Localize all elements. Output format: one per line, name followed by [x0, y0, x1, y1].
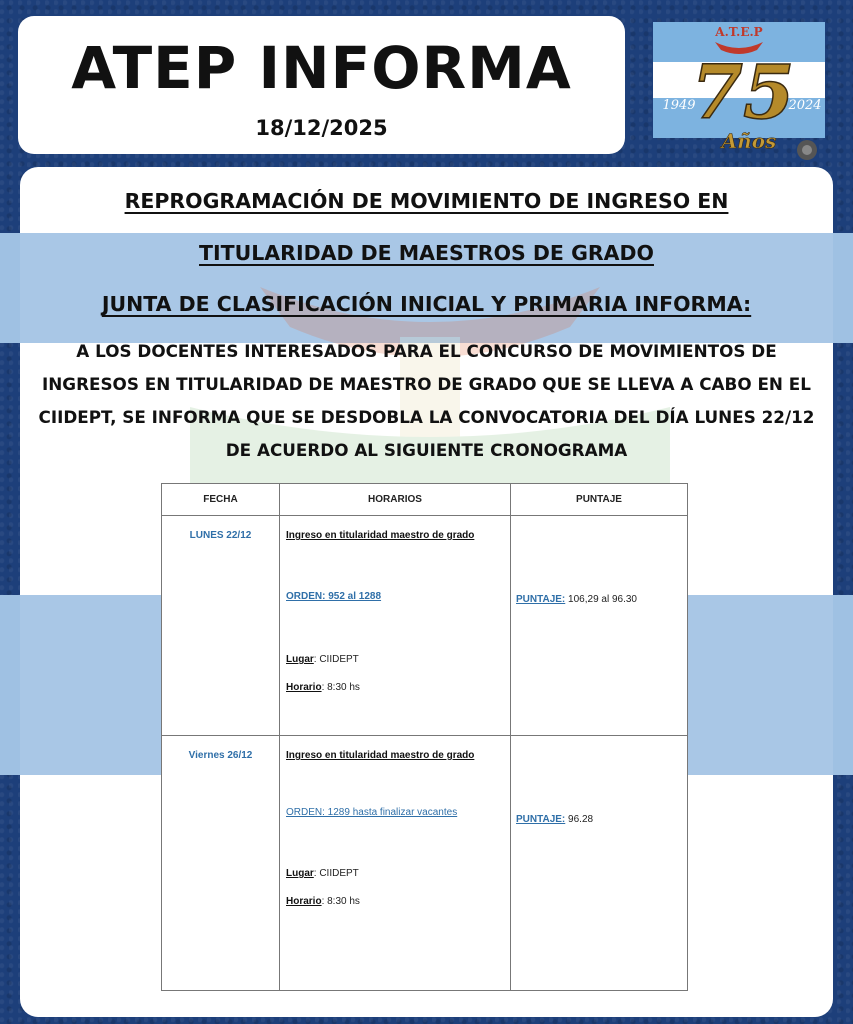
- row-puntaje: [511, 736, 688, 991]
- ingreso-label: Ingreso en titularidad maestro de grado: [286, 530, 475, 541]
- header-banner: [18, 16, 625, 154]
- lugar-value: : CIIDEPT: [313, 868, 359, 879]
- atep-75-anniversary-logo: [653, 14, 825, 164]
- lugar-value: : CIIDEPT: [313, 654, 359, 665]
- row-horarios: [280, 516, 511, 736]
- notice-heading-line-2: TITULARIDAD DE MAESTROS DE GRADO: [199, 241, 654, 265]
- page-title: ATEP INFORMA: [71, 34, 572, 102]
- table-row: [162, 516, 688, 736]
- schedule-table: [161, 483, 688, 991]
- column-header-horarios: HORARIOS: [280, 484, 511, 516]
- puntaje-value: 106,29 al 96.30: [565, 594, 637, 605]
- logo-year-start: 1949: [662, 98, 696, 113]
- puntaje-label: PUNTAJE:: [516, 814, 566, 825]
- column-header-puntaje: PUNTAJE: [511, 484, 688, 516]
- horario-label: Horario: [286, 682, 322, 693]
- horario-label: Horario: [286, 896, 322, 907]
- notice-body: A LOS DOCENTES INTERESADOS PARA EL CONCURSO DE MOVIMIENTOS DE INGRESOS EN TITULARIDAD DE MAESTRO DE GRADO QUE SE LLEVA A CABO EN EL CIIDEPT, SE INFORMA QUE SE DESDOBLA LA CONVOCATORIA DEL DÍA LUNES 22/12 DE ACUERDO AL SIGUIENTE CRONOGRAMA: [38, 341, 815, 460]
- row-horarios: [280, 736, 511, 991]
- logo-acronym: A.T.E.P: [715, 25, 763, 39]
- notice-heading-line-3: JUNTA DE CLASIFICACIÓN INICIAL Y PRIMARIA INFORMA:: [101, 292, 752, 316]
- logo-year-end: 2024: [788, 98, 822, 113]
- horario-value: : 8:30 hs: [321, 896, 360, 907]
- logo-word: Años: [721, 129, 777, 153]
- lugar-label: Lugar: [286, 868, 314, 879]
- publish-date: 18/12/2025: [255, 116, 388, 140]
- notice-heading-line-1: REPROGRAMACIÓN DE MOVIMIENTO DE INGRESO EN: [124, 189, 729, 213]
- logo-number: 75: [691, 50, 795, 136]
- row-date: Viernes 26/12: [162, 736, 280, 991]
- table-row: [162, 736, 688, 991]
- puntaje-label: PUNTAJE:: [516, 594, 566, 605]
- orden-link[interactable]: ORDEN: 952 al 1288: [286, 591, 382, 602]
- notice-card: [20, 167, 833, 1017]
- row-date: LUNES 22/12: [162, 516, 280, 736]
- lugar-label: Lugar: [286, 654, 314, 665]
- horario-value: : 8:30 hs: [321, 682, 360, 693]
- row-puntaje: [511, 516, 688, 736]
- ingreso-label: Ingreso en titularidad maestro de grado: [286, 750, 475, 761]
- orden-link[interactable]: ORDEN: 1289 hasta finalizar vacantes: [286, 807, 458, 818]
- column-header-fecha: FECHA: [162, 484, 280, 516]
- puntaje-value: 96.28: [565, 814, 594, 825]
